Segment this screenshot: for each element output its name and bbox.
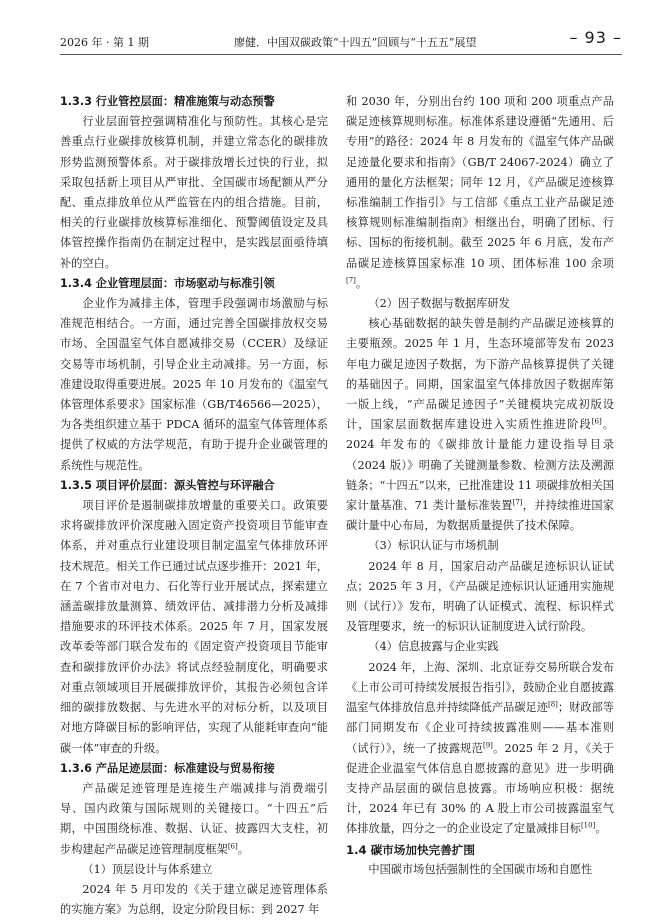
section-1-4-heading: 1.4 碳市场加快完善扩围 [346, 842, 475, 857]
subsection-1-paragraph: 2024 年 5 月印发的《关于建立碳足迹管理体系的实施方案》为总纲，设定分阶段目标：到 2027 年 [60, 882, 328, 917]
paragraph-text: 2024 年，上海、深圳、北京证券交易所联合发布《上市公司可持续发展报告指引》，鼓励企业自愿披露温室气体排放信息并持续降低产品碳足迹 [346, 660, 614, 715]
page-number: – 93 – [569, 28, 622, 47]
citation-10: [10] [580, 821, 596, 830]
paragraph-text: 和 2030 年，分别出台约 100 项和 200 项重点产品碳足迹核算规则标准。标准体系建设遵循“先通用、后专用”的路径：2024 年 8 月发布的《温室气体产品碳足迹量化要求和指南》（GB/T 24067-2024）确立了通用的量化方法框架；同年 12 月，《产品碳足迹核算标准编制工作指引》与工信部《重点工业产品碳足迹核算规则标准编制指南》相继出台，明确了团标、行标、国标的衔接机制。截至 2025 年 6 月底，发布产品碳足迹核算国家标准 10 项、团体标准 100 余项 [346, 95, 614, 270]
paragraph-text-end: 。 [237, 842, 249, 856]
subsection-3-paragraph: 2024 年 8 月，国家启动产品碳足迹标识认证试点；2025 年 3 月，《产品碳足迹标识认证通用实施规则（试行）》发布，明确了认证模式、流程、标识样式及管理要求，统一的标识认证制度进入试行阶段。 [346, 559, 614, 634]
paragraph-text: 核心基础数据的缺失曾是制约产品碳足迹核算的主要瓶颈。2025 年 1 月，生态环境部等发布 2023 年电力碳足迹因子数据，为下游产品核算提供了关键的基础因子。同期，国家温室气体排放因子数据库第一版上线，“产品碳足迹因子”关键模块完成初版设计，国家层面数据库建设进入实质性推进阶段 [346, 317, 614, 432]
subsection-3-heading: （3）标识认证与市场机制 [368, 539, 499, 553]
section-1-3-4-heading: 1.3.4 企业管理层面：市场驱动与标准引领 [60, 276, 275, 290]
paragraph-text: 。2025 年 2 月，《关于促进企业温室气体信息自愿披露的意见》进一步明确支持产品层面的碳信息披露。市场响应积极：据统计，2024 年已有 30% 的 A 股上市公司披露温室气体排放量，四分之一的企业设定了定量减排目标 [346, 741, 614, 836]
section-1-3-5-paragraph: 项目评价是遏制碳排放增量的重要关口。政策要求将碳排放评价深度融入固定资产投资项目节能审查体系，并对重点行业建设项目制定温室气体排放环评技术规范。相关工作已通过试点逐步推开：2021 年，在 7 个省市对电力、石化等行业开展试点，探索建立涵盖碳排放量测算、绩效评估、减排潜力分析及减排措施要求的环评技术体系。2025 年 7 月，国家发展改革委等部门联合发布的《固定资产投资项目节能审查和碳排放评价办法》将试点经验制度化，明确要求对重点领域项目开展碳排放评价，其报告必须包含详细的碳排放数据、与先进水平的对标分析，以及项目对地方降碳目标的影响评估，实现了从能耗审查向“能碳一体”审查的升级。 [60, 499, 328, 755]
subsection-2-heading: （2）因子数据与数据库研发 [368, 297, 510, 311]
section-1-3-3-heading: 1.3.3 行业管控层面：精准施策与动态预警 [60, 95, 275, 108]
paragraph-text-end: 。 [595, 822, 607, 836]
right-column [346, 92, 614, 880]
section-1-3-3-paragraph: 行业层面管控强调精准化与预防性。其核心是完善重点行业碳排放核算机制，并建立常态化的碳排放形势监测预警体系。对于碳排放增长过快的行业，拟采取包括新上项目从严审批、全国碳市场配额从严分配、重点排放单位从严监管在内的组合措施。目前，相关的行业碳排放核算标准细化、预警阈值设定及具体管控操作指南仍在制定过程中，是实践层面亟待填补的空白。 [60, 115, 328, 270]
section-1-3-5-heading: 1.3.5 项目评价层面：源头管控与环评融合 [60, 478, 275, 492]
section-1-4-paragraph: 中国碳市场包括强制性的全国碳市场和自愿性 [368, 862, 593, 876]
paragraph-text: ；财政部等部门同期发布《企业可持续披露准则——基本准则（试行）》，统一了披露规范 [346, 701, 614, 755]
citation-6: [6] [591, 417, 602, 426]
page-header [60, 28, 622, 52]
paragraph-text-end: 。 [355, 276, 368, 290]
citation-7: [7] [346, 276, 356, 285]
citation-7: [7] [512, 498, 523, 507]
paragraph-text: 产品碳足迹管理是连接生产端减排与消费端引导、国内政策与国际规则的关键接口。“十四五”后期，中国围绕标准、数据、认证、披露四大支柱，初步构建起产品碳足迹管理制度框架 [60, 781, 328, 856]
citation-6: [6] [227, 841, 238, 850]
subsection-2-paragraph [346, 314, 614, 536]
citation-9: [9] [482, 740, 493, 749]
paragraph-text: ，并持续推进国家碳计量中心布局，为数据质量提供了技术保障。 [346, 499, 614, 533]
section-1-3-6-heading: 1.3.6 产品足迹层面：标准建设与贸易衔接 [60, 761, 275, 775]
header-rule [60, 54, 622, 55]
section-1-3-4-paragraph: 企业作为减排主体，管理手段强调市场激励与标准规范相结合。一方面，通过完善全国碳排放权交易市场、全国温室气体自愿减排交易（CCER）及绿证交易等市场机制，引导企业主动减排。另一方面，标准建设取得重要进展。2025 年 10 月发布的《温室气体管理体系要求》国家标准（GB/T46566—2025），为各类组织建立基于 PDCA 循环的温室气体管理体系提供了权威的方法学规范，有助于提升企业碳管理的系统性与规范性。 [60, 297, 328, 472]
running-title: 廖健．中国双碳政策“十四五”回顾与“十五五”展望 [234, 36, 477, 49]
paragraph-text: 。2024 年发布的《碳排放计量能力建设指导目录（2024 版）》明确了关键测量参数、检测方法及溯源链条；“十四五”以来，已批准建设 11 项碳排放相关国家计量基准、71 类计量标准装置 [346, 418, 614, 513]
journal-issue: 2026 年 · 第 1 期 [60, 36, 149, 49]
citation-8: [8] [547, 700, 558, 709]
continued-paragraph [346, 92, 614, 294]
section-1-3-6-paragraph [60, 779, 328, 860]
subsection-4-heading: （4）信息披露与企业实践 [368, 640, 499, 654]
subsection-4-paragraph [346, 658, 614, 840]
subsection-1-heading: （1）顶层设计与体系建立 [82, 862, 213, 876]
left-column [60, 92, 328, 920]
